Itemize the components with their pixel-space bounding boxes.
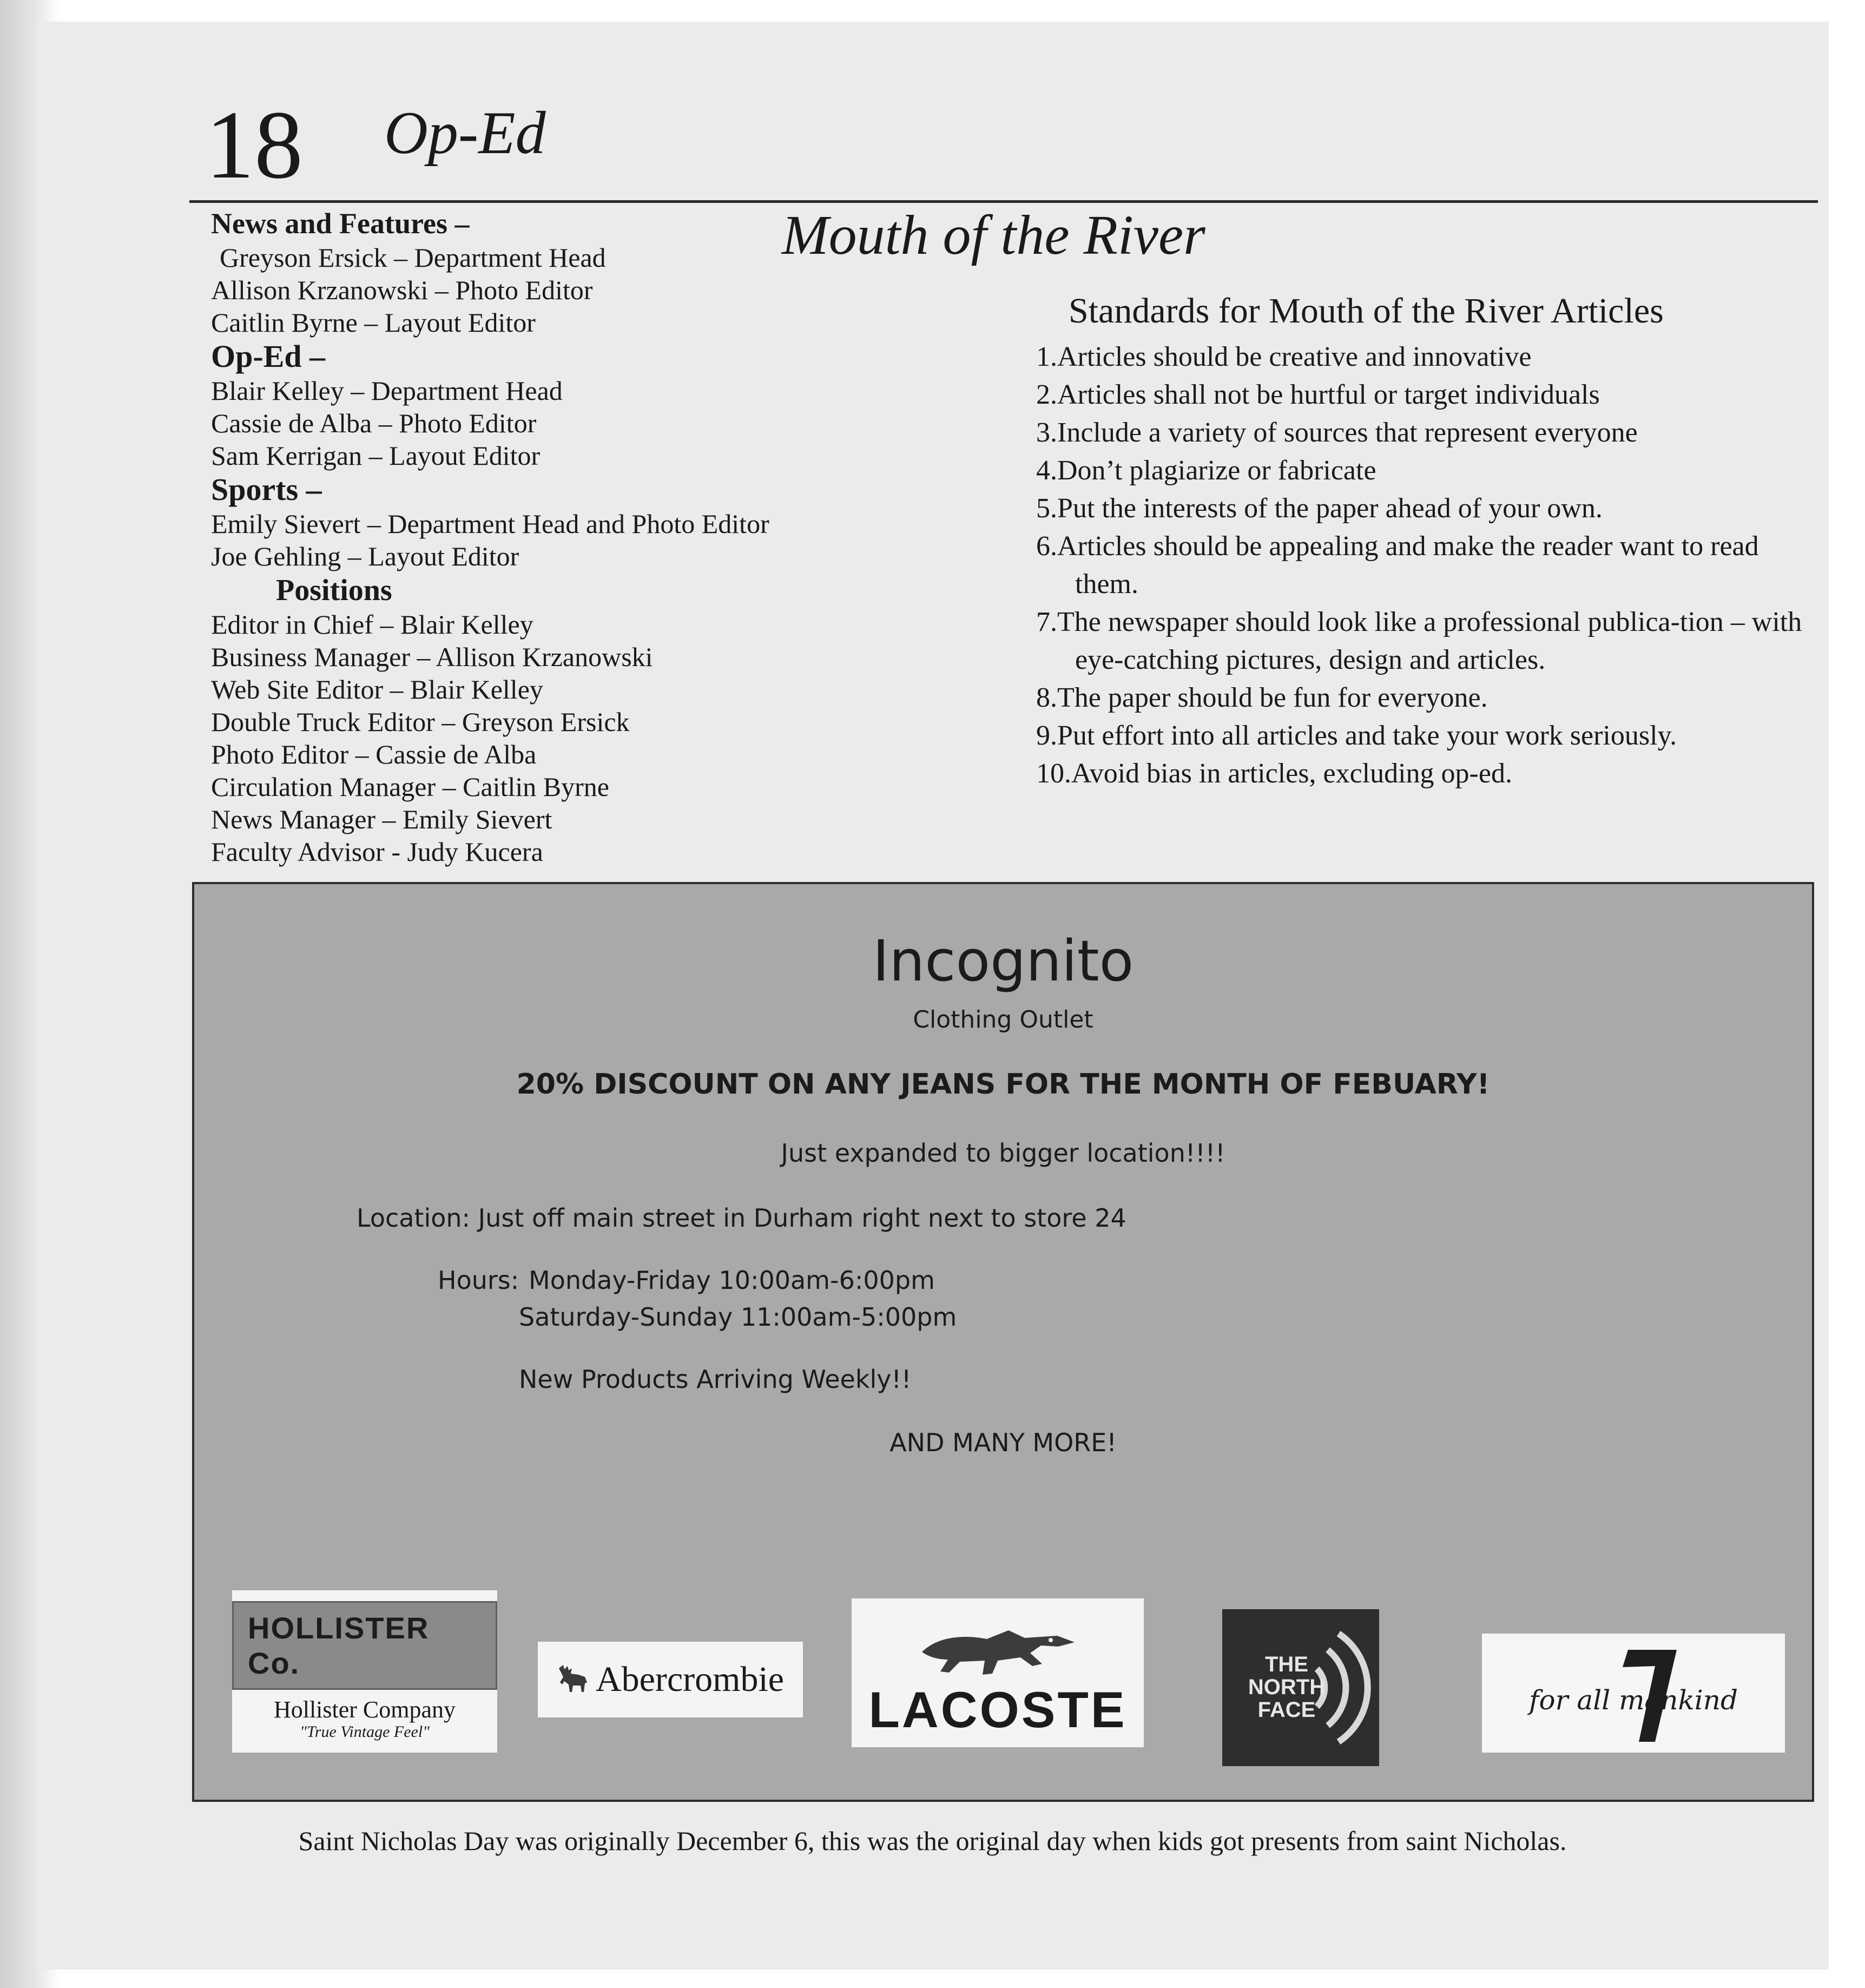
standard-item: 8.The paper should be fun for everyone. [1036,682,1488,713]
north-face-emblem-icon [1230,1617,1371,1758]
hollister-brand: HOLLISTER Co. [232,1601,497,1690]
header-divider [189,200,1818,203]
abercrombie-wordmark: Abercrombie [595,1660,785,1699]
staff-member: Cassie de Alba – Photo Editor [211,408,537,438]
ad-new-products: New Products Arriving Weekly!! [519,1365,912,1394]
standard-item: 9.Put effort into all articles and take your work seriously. [1036,720,1677,751]
standard-item: 1.Articles should be creative and innovative [1036,341,1532,372]
position-entry: Editor in Chief – Blair Kelley [211,609,533,640]
standard-item: 3.Include a variety of sources that represent everyone [1036,417,1638,448]
staff-member: Joe Gehling – Layout Editor [211,541,519,571]
seven-mark-icon [1493,1639,1774,1747]
ad-location: Location: Just off main street in Durham right next to store 24 [357,1203,1126,1233]
ad-hours-weekday: Monday-Friday 10:00am-6:00pm [529,1266,935,1295]
seven-wordmark: for all mankind [1528,1684,1738,1716]
staff-member: Sam Kerrigan – Layout Editor [211,440,541,471]
moose-icon [557,1664,590,1695]
staff-dept-title: Sports – [211,472,322,507]
ad-title: Incognito [872,928,1134,994]
position-entry: Web Site Editor – Blair Kelley [211,674,543,705]
crocodile-icon [917,1614,1079,1684]
incognito-advertisement [192,882,1814,1802]
staff-member: Allison Krzanowski – Photo Editor [211,275,593,305]
staff-dept-title: Op-Ed – [211,339,326,374]
section-label: Op-Ed [384,100,546,167]
ad-subtitle: Clothing Outlet [913,1006,1093,1034]
hollister-tagline: "True Vintage Feel" [300,1723,430,1741]
ad-expanded-note: Just expanded to bigger location!!!! [781,1138,1225,1168]
staff-member: Emily Sievert – Department Head and Photo Editor [211,509,769,539]
ad-hours-weekend: Saturday-Sunday 11:00am-5:00pm [519,1302,957,1332]
northface-word-2: NORTH [1248,1675,1326,1699]
position-entry: Photo Editor – Cassie de Alba [211,739,537,769]
abercrombie-logo [538,1642,803,1717]
mouth-of-river-title: Mouth of the River [782,204,1205,266]
standard-item: 4.Don’t plagiarize or fabricate [1036,455,1376,486]
northface-word-1: THE [1265,1653,1308,1676]
standard-item: 5.Put the interests of the paper ahead of your own. [1036,493,1603,524]
position-entry: Faculty Advisor - Judy Kucera [211,837,543,867]
page-number: 18 [206,91,303,199]
standards-title: Standards for Mouth of the River Articles [1069,291,1664,331]
staff-box [211,206,887,868]
standard-item: 6.Articles should be appealing and make the reader want to read them. [1036,531,1759,600]
position-entry: Double Truck Editor – Greyson Ersick [211,707,630,737]
lacoste-wordmark: LACOSTE [868,1681,1127,1738]
lacoste-logo [852,1598,1144,1747]
standard-item: 2.Articles shall not be hurtful or target individuals [1036,379,1600,410]
staff-dept-title: News and Features – [211,207,470,240]
staff-member: Greyson Ersick – Department Head [220,242,606,273]
standard-item: 7.The newspaper should look like a professional publica-tion – with eye-catching pictures, design and articles. [1036,607,1802,675]
standards-list [1036,338,1804,793]
position-entry: Circulation Manager – Caitlin Byrne [211,772,609,802]
seven-for-all-mankind-logo [1482,1634,1785,1753]
position-entry: News Manager – Emily Sievert [211,804,552,834]
footer-fact: Saint Nicholas Day was originally December 6, this was the original day when kids got presents from saint Nicholas. [298,1826,1567,1856]
northface-word-3: FACE [1257,1698,1316,1722]
positions-title: Positions [276,574,392,607]
position-entry: Business Manager – Allison Krzanowski [211,642,653,672]
hollister-logo [232,1590,497,1753]
hollister-company: Hollister Company [273,1696,456,1723]
standard-item: 10.Avoid bias in articles, excluding op-ed. [1036,758,1512,789]
ad-discount: 20% DISCOUNT ON ANY JEANS FOR THE MONTH OF FEBUARY! [516,1068,1490,1101]
north-face-logo [1222,1609,1379,1766]
ad-many-more: AND MANY MORE! [889,1428,1117,1457]
staff-member: Blair Kelley – Department Head [211,376,563,406]
ad-hours-label: Hours: [438,1266,519,1295]
staff-member: Caitlin Byrne – Layout Editor [211,307,536,338]
